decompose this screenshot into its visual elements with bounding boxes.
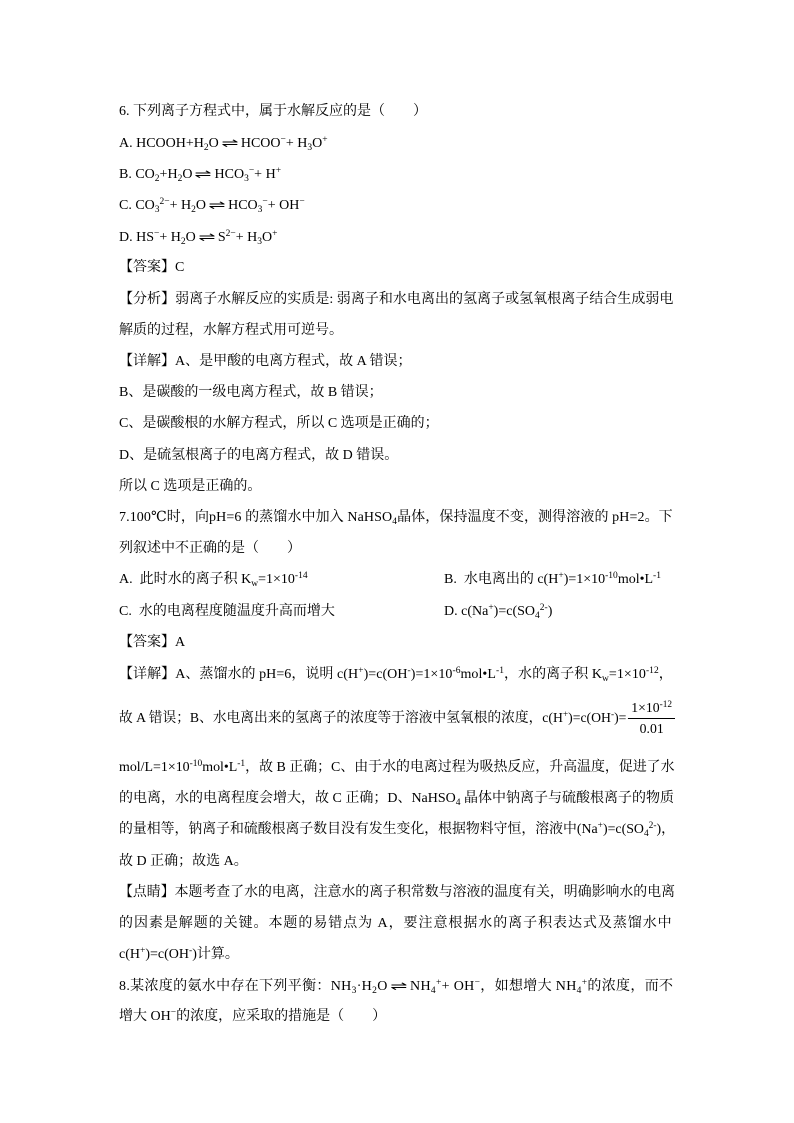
text-run: 晶体，保持温度不变，测得溶液的 pH=2。下: [397, 510, 673, 525]
q7-explanation-line: [119, 789, 674, 809]
text-run: 7.100℃时，向pH=6 的蒸馏水中加入 NaHSO: [119, 510, 393, 525]
text-run: 8.某浓度的氨水中存在下列平衡：NH: [119, 979, 352, 994]
text-run: 的浓度，而不: [587, 979, 674, 994]
superscript: +: [581, 978, 588, 988]
superscript: -1: [237, 759, 246, 769]
text-run: ，故 B 正确；C、由于水的电离过程为吸热反应，升高温度，促进了水: [245, 760, 675, 775]
text-run: 6. 下列离子方程式中，属于水解反应的是（ ）: [119, 104, 427, 119]
superscript: +: [272, 229, 278, 239]
q7-explanation-line: [119, 852, 248, 872]
text-run: D、是硫氢根离子的电离方程式，故 D 错误。: [119, 448, 399, 463]
q7-option-b: [444, 570, 661, 590]
q7-stem-line: [119, 539, 301, 559]
superscript: +: [435, 978, 442, 988]
text-run: S: [217, 230, 226, 245]
text-run: D. c(Na: [444, 604, 489, 619]
q6-analysis-line: [119, 290, 673, 310]
superscript: -: [189, 946, 193, 956]
q6-option-d: [119, 227, 277, 247]
subscript: w: [602, 674, 609, 684]
superscript: −: [170, 1008, 177, 1018]
text-run: =1×10: [258, 572, 295, 587]
text-run: + H: [285, 136, 308, 151]
text-run: + H: [254, 167, 276, 182]
text-run: + H: [235, 230, 258, 245]
text-run: O: [195, 198, 207, 213]
text-run: 【详解】A、是甲酸的电离方程式，故 A 错误；: [119, 354, 412, 369]
q7-option-c: [119, 602, 335, 622]
q6-answer: [119, 258, 184, 278]
text-run: C. CO: [119, 198, 155, 213]
text-run: =1×10: [608, 667, 646, 682]
text-run: 【分析】弱离子水解反应的实质是: 弱离子和水电离出的氢离子或氢氧根离子结合生成弱电: [119, 292, 674, 307]
superscript: -1: [653, 571, 661, 581]
text-run: O: [208, 136, 219, 151]
superscript: -10: [605, 571, 618, 581]
text-run: ): [547, 604, 553, 619]
fraction-numerator: [628, 701, 675, 719]
q6-explanation-line: [119, 446, 398, 466]
text-run: A. HCOOH+H: [119, 136, 204, 151]
q7-explanation-line: [119, 758, 675, 778]
equilibrium-arrow: ⇌: [208, 198, 226, 212]
text-run: mol•L: [460, 667, 496, 682]
superscript: -14: [294, 571, 308, 581]
text-run: )=c(SO: [602, 822, 644, 837]
superscript: -12: [645, 666, 659, 676]
text-run: + H: [159, 230, 181, 245]
text-run: )计算。: [192, 947, 239, 962]
text-run: 的浓度，应采取的措施是（ ）: [176, 1009, 387, 1024]
subscript: 2: [180, 237, 186, 247]
subscript: 4: [392, 517, 398, 527]
text-run: )=1×10: [563, 572, 606, 587]
text-run: 故 D 正确；故选 A。: [119, 854, 248, 869]
superscript: −: [248, 166, 255, 176]
text-run: B、是碳酸的一级电离方程式，故 B 错误；: [119, 385, 383, 400]
text-run: ，水的离子积 K: [504, 667, 602, 682]
text-run: A. 此时水的离子积 K: [119, 572, 252, 587]
subscript: 3: [257, 237, 262, 247]
superscript: +: [322, 135, 328, 145]
superscript: −: [154, 229, 160, 239]
q6-analysis-line: [119, 321, 343, 341]
text-run: 故 A 错误；B、水电离出来的氢离子的浓度等于溶液中氢氧根的浓度，c(H: [119, 711, 563, 727]
subscript: 4: [430, 986, 436, 996]
text-run: )=1×10: [410, 667, 453, 682]
text-run: )，: [656, 822, 676, 837]
q6-explanation-line: [119, 383, 383, 403]
text-run: O: [377, 979, 388, 994]
text-run: mol•L: [202, 760, 238, 775]
superscript: -12: [659, 700, 673, 710]
text-run: ·H: [356, 979, 373, 994]
q7-explanation-line: [119, 701, 675, 737]
text-run: 【点睛】本题考查了水的电离，注意水的离子积常数与溶液的温度有关，明确影响水的电离: [119, 885, 675, 900]
superscript: +: [558, 571, 564, 581]
q8-stem-line: [119, 976, 673, 996]
subscript: 3: [307, 143, 313, 153]
text-run: O: [182, 167, 193, 182]
q7-option-d: [444, 602, 552, 622]
subscript: 4: [455, 798, 461, 808]
q7-answer: [119, 633, 185, 653]
text-run: 1×10: [631, 701, 660, 716]
text-run: HCO: [228, 198, 258, 213]
text-run: )=: [614, 711, 627, 727]
text-run: mol/L=1×10: [119, 760, 190, 775]
superscript: -1: [495, 666, 504, 676]
subscript: 2: [154, 174, 160, 184]
text-run: + OH: [441, 979, 475, 994]
text-run: )=c(OH: [568, 711, 611, 727]
text-run: 晶体中钠离子与硫酸根离子的物质: [460, 791, 675, 806]
superscript: +: [358, 666, 364, 676]
superscript: +: [275, 166, 282, 176]
superscript: 2−: [225, 229, 236, 239]
text-run: 0.01: [639, 722, 664, 737]
text-run: 【详解】A、蒸馏水的 pH=6，说明 c(H: [119, 667, 359, 682]
superscript: −: [280, 135, 286, 145]
text-run: )=c(OH: [145, 947, 190, 962]
text-run: 的电离，水的电离程度会增大，故 C 正确；D、NaHSO: [119, 791, 456, 806]
text-run: 列叙述中不正确的是（ ）: [119, 541, 301, 556]
superscript: −: [262, 197, 268, 207]
text-run: NH: [410, 979, 431, 994]
text-run: 的因素是解题的关键。本题的易错点为 A，要注意根据水的离子积表达式及蒸馏水中: [119, 916, 673, 931]
text-run: 的量相等，钠离子和硫酸根离子数目没有发生变化，根据物料守恒，溶液中(Na: [119, 822, 598, 837]
text-run: )=c(OH: [363, 667, 408, 682]
text-run: + H: [169, 198, 192, 213]
subscript: 2: [372, 986, 378, 996]
subscript: 2: [177, 174, 183, 184]
subscript: 3: [244, 174, 249, 184]
equilibrium-arrow: ⇌: [390, 979, 408, 993]
subscript: 2: [203, 143, 209, 153]
text-run: 【答案】C: [119, 260, 185, 275]
text-run: C. 水的电离程度随温度升高而增大: [119, 604, 335, 619]
equilibrium-arrow: ⇌: [198, 230, 216, 244]
q7-key-point-line: [119, 914, 673, 934]
text-run: mol•L: [617, 572, 654, 587]
superscript: 2-: [539, 603, 548, 613]
superscript: -10: [189, 759, 203, 769]
text-run: 【答案】A: [119, 635, 186, 650]
text-run: 所以 C 选项是正确的。: [119, 479, 262, 494]
q7-stem-line: [119, 508, 673, 528]
superscript: −: [299, 197, 305, 207]
subscript: 4: [643, 829, 649, 839]
subscript: 4: [576, 986, 582, 996]
q6-stem: [119, 102, 427, 122]
superscript: -: [407, 666, 411, 676]
equilibrium-arrow: ⇌: [221, 136, 239, 150]
subscript: 3: [351, 986, 357, 996]
superscript: -: [610, 710, 615, 721]
subscript: w: [251, 579, 259, 589]
text-run: 增大 OH: [119, 1009, 171, 1024]
text-run: O: [185, 230, 196, 245]
superscript: 2−: [159, 197, 170, 207]
text-run: 解质的过程，水解方程式用可逆号。: [119, 323, 343, 338]
q7-key-point-line: [119, 945, 239, 965]
q7-explanation-line: [119, 820, 675, 840]
q6-conclusion-line: [119, 477, 261, 497]
equilibrium-arrow: ⇌: [194, 167, 213, 181]
superscript: −: [474, 978, 481, 988]
text-run: C、是碳酸根的水解方程式，所以 C 选项是正确的；: [119, 416, 439, 431]
subscript: 3: [257, 205, 263, 215]
superscript: +: [140, 946, 146, 956]
q7-explanation-line: [119, 665, 673, 685]
fraction: [628, 701, 675, 737]
q7-key-point-line: [119, 883, 675, 903]
superscript: +: [488, 603, 494, 613]
text-run: O: [262, 230, 273, 245]
q7-option-a: [119, 570, 308, 590]
q6-option-c: [119, 195, 305, 215]
q6-explanation-line: [119, 352, 411, 372]
text-run: c(H: [119, 947, 140, 962]
subscript: 4: [535, 611, 540, 621]
q6-option-b: [119, 164, 281, 184]
subscript: 3: [154, 205, 160, 215]
subscript: 2: [191, 205, 196, 215]
q6-explanation-line: [119, 414, 439, 434]
text-run: D. HS: [119, 230, 155, 245]
text-run: ，: [658, 667, 673, 682]
text-run: HCOO: [240, 136, 281, 151]
superscript: 2-: [648, 821, 657, 831]
text-run: + OH: [267, 198, 300, 213]
superscript: +: [562, 710, 569, 721]
superscript: -6: [452, 666, 461, 676]
fraction-denominator: [628, 719, 675, 737]
text-run: )=c(SO: [493, 604, 536, 619]
superscript: +: [597, 821, 603, 831]
text-run: B. CO: [119, 167, 155, 182]
text-run: HCO: [214, 167, 245, 182]
text-run: O: [312, 136, 323, 151]
text-run: +H: [159, 167, 178, 182]
text-run: ，如想增大 NH: [480, 979, 577, 994]
q8-stem-line: [119, 1007, 386, 1027]
text-run: B. 水电离出的 c(H: [444, 572, 559, 587]
q6-option-a: [119, 133, 328, 153]
